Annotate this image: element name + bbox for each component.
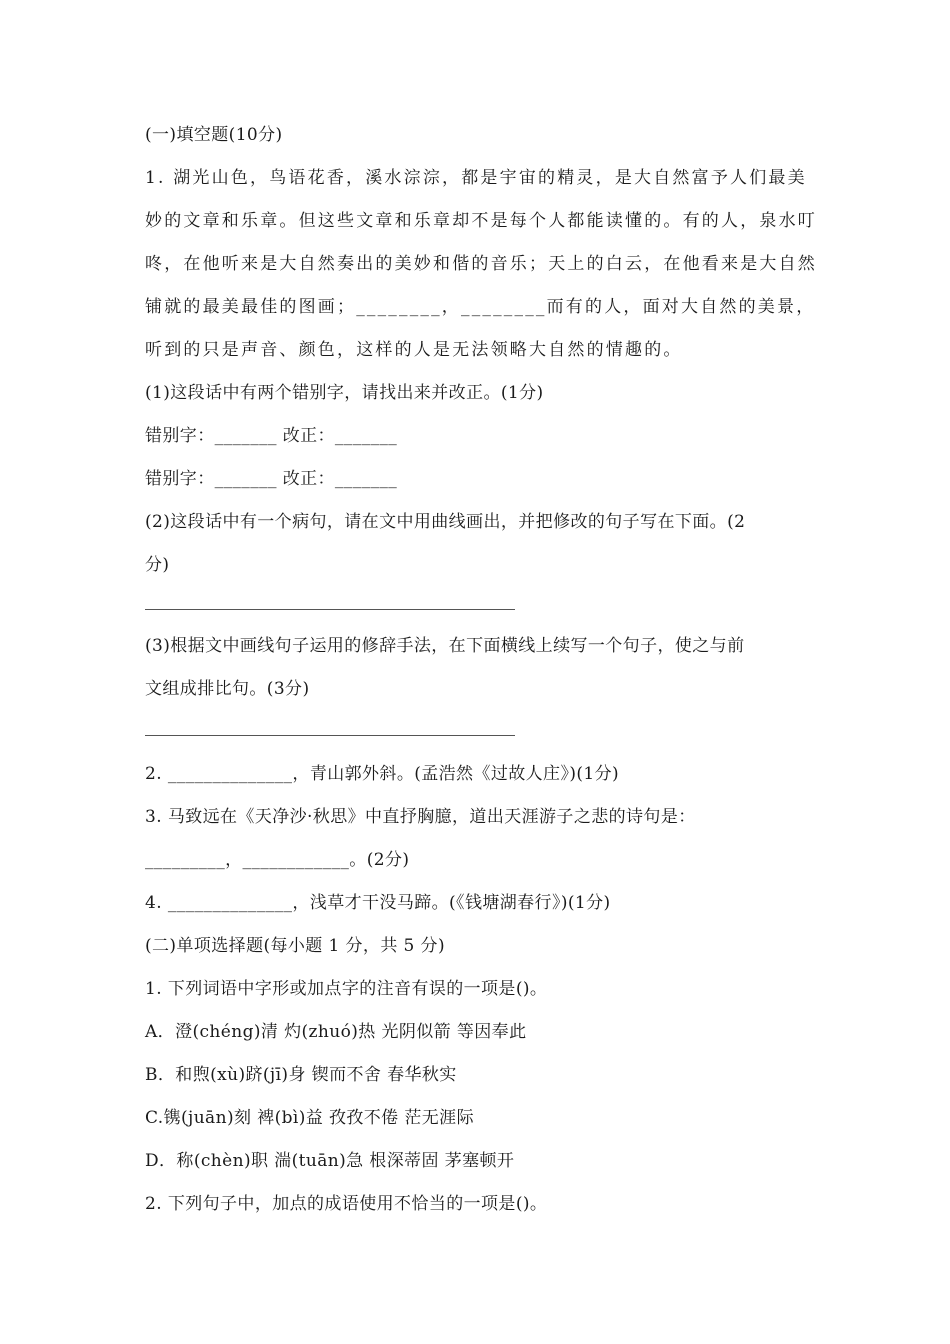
section-heading-multiple-choice: (二)单项选择题(每小题 1 分，共 5 分) [145, 936, 445, 956]
q1-text-line-3: 咚，在他听来是大自然奏出的美妙和偕的音乐；天上的白云，在他看来是大自然 [145, 254, 817, 274]
q3-text-line-1: 3. 马致远在《天净沙·秋思》中直抒胸臆，道出天涯游子之悲的诗句是： [145, 807, 696, 827]
mc1-option-c: C.镌(juān)刻 裨(bì)益 孜孜不倦 茫无涯际 [145, 1108, 474, 1128]
mc1-option-d: D．称(chèn)职 湍(tuān)急 根深蒂固 茅塞顿开 [145, 1151, 515, 1171]
q1-text-line-2: 妙的文章和乐章。但这些文章和乐章却不是每个人都能读懂的。有的人，泉水叮 [145, 211, 817, 231]
q1-sub3-prompt-line-1: (3)根据文中画线句子运用的修辞手法，在下面横线上续写一个句子，使之与前 [145, 636, 745, 656]
q1-text-line-4: 铺就的最美最佳的图画；________，________而有的人，面对大自然的美景， [145, 297, 816, 317]
q1-sub2-prompt-line-2: 分) [145, 555, 170, 575]
q1-sub2-prompt-line-1: (2)这段话中有一个病句，请在文中用曲线画出，并把修改的句子写在下面。(2 [145, 512, 746, 532]
mc1-stem: 1. 下列词语中字形或加点字的注音有误的一项是()。 [145, 979, 548, 999]
mc1-option-a: A．澄(chéng)清 灼(zhuó)热 光阴似箭 等因奉此 [145, 1022, 527, 1042]
mc1-option-b: B．和煦(xù)跻(jī)身 锲而不舍 春华秋实 [145, 1065, 457, 1085]
q1-text-line-5: 听到的只是声音、颜色，这样的人是无法领略大自然的情趣的。 [145, 340, 683, 360]
q1-text-line-1: 1. 湖光山色，鸟语花香，溪水淙淙，都是宇宙的精灵，是大自然富予人们最美 [145, 168, 807, 188]
mc2-stem: 2. 下列句子中，加点的成语使用不恰当的一项是()。 [145, 1194, 548, 1214]
q4-text: 4. ______________，浅草才干没马蹄。(《钱塘湖春行》)(1分) [145, 893, 611, 913]
q1-sub2-answer-rule [145, 609, 515, 610]
q1-sub3-prompt-line-2: 文组成排比句。(3分) [145, 679, 310, 699]
q3-text-line-2: _________，____________。(2分) [145, 850, 410, 870]
q1-sub1-answer-row-2: 错别字：_______ 改正：_______ [145, 469, 398, 489]
q1-sub3-answer-rule [145, 735, 515, 736]
q1-sub1-prompt: (1)这段话中有两个错别字，请找出来并改正。(1分) [145, 383, 544, 403]
q2-text: 2. ______________，青山郭外斜。(孟浩然《过故人庄》)(1分) [145, 764, 620, 784]
q1-sub1-answer-row-1: 错别字：_______ 改正：_______ [145, 426, 398, 446]
section-heading-fill-in: (一)填空题(10分) [145, 125, 283, 145]
